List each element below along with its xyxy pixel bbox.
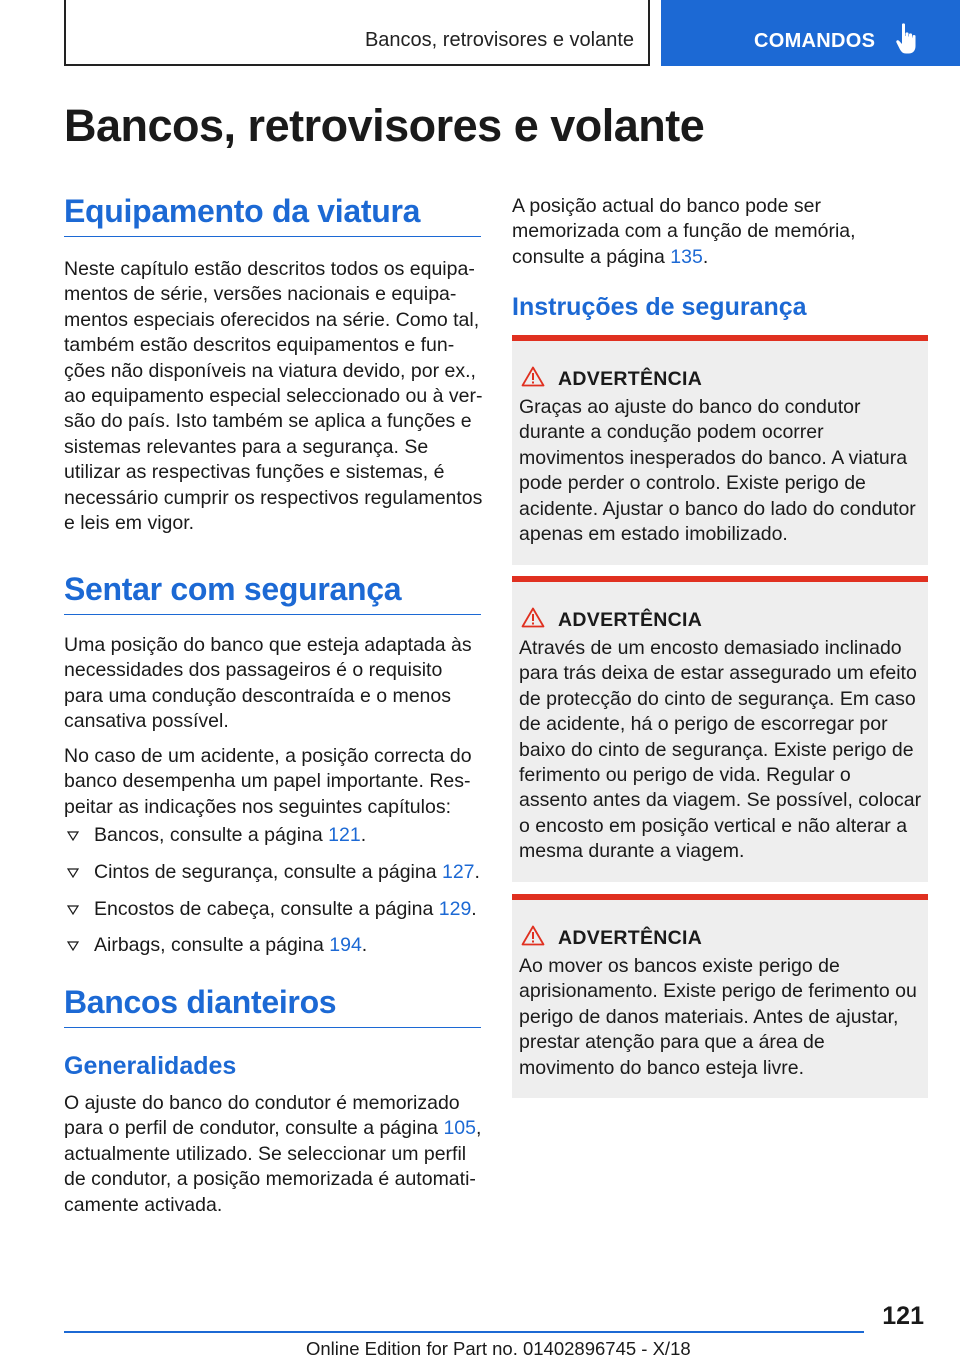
warning-triangle-icon [521,607,545,628]
list-item [64,860,484,885]
list-item-text: Encostos de cabeça, consulte a página [94,897,439,920]
paragraph-text: , actualmente utilizado. Se seleccionar um perfil de condutor, a posição memorizada é automaticamente activada. [64,1117,482,1216]
list-item [64,823,484,848]
warning-title: ADVERTÊNCIA [558,368,703,390]
page-title: Bancos, retrovisores e volante [64,100,705,151]
heading-instrucoes-seguranca: Instruções de segurança [512,293,807,321]
list-item [64,933,484,958]
list-item [64,897,484,922]
warning-text: Graças ao ajuste do banco do condutor durante a condução podem ocorrer movimentos inesperados do banco. A viatura pode perder o controlo. Existe perigo de acidente. Ajustar o banco do lado do condutor apenas em estado imobilizado. [519,396,916,546]
page-link[interactable]: 127 [441,860,475,883]
warning-text: Através de um encosto demasiado inclinado para trás deixa de estar assegurado um efeito de protecção do cinto de segurança. Em caso de acidente, há o perigo de escorregar por baixo do cinto de segurança. Existe perigo de ferimento ou perigo de vida. Regular o assento antes da viagem. Se possível, colocar o encosto em posição vertical e não alterar a mesma durante a viagem. [519,637,922,863]
paragraph-sentar-2: No caso de um acidente, a posição correcta do banco desempenha um papel importante. Respeitar as indicações nos seguintes capítulos: [64,745,472,818]
chapter-tab-label: COMANDOS [754,30,876,52]
header-section-title: Bancos, retrovisores e volante [364,29,634,51]
paragraph-generalidades [64,1091,484,1218]
warning-box [512,576,928,882]
warning-text: Ao mover os bancos existe perigo de aprisionamento. Existe perigo de ferimento ou perigo de danos materiais. Antes de ajustar, prestar atenção para que a área de movimento do banco esteja livre. [519,955,917,1079]
warning-box [512,894,928,1098]
page-link[interactable]: 121 [328,824,361,846]
list-item-text: Airbags, consulte a página [94,934,330,957]
chapter-tab-comandos[interactable] [661,0,960,66]
paragraph-text: . [702,245,709,268]
page-link[interactable]: 194 [329,934,362,957]
triangle-bullet-icon [67,831,79,841]
page-number: 121 [882,1302,924,1330]
warning-triangle-icon [521,366,545,387]
page-link[interactable]: 135 [670,245,703,268]
triangle-bullet-icon [67,905,79,915]
paragraph-text: O ajuste do banco do condutor é memorizado para o perfil de condutor, consulte a página [64,1092,460,1140]
paragraph-equipamento: Neste capítulo estão descritos todos os equipamentos de série, versões nacionais e equipamentos especiais oferecidos na série. Como tal, também estão descritos equipamentos e funções não disponíveis na viatura devido, por ex., ao equipamento especial seleccionado ou à versão do país. Isto também se aplica a funções e sistemas relevantes para a segurança. Se utilizar as respectivas funções e sistemas, é necessário cumprir os respectivos regulamentos e leis em vigor. [64,258,483,535]
pointing-hand-icon [894,22,920,56]
warning-header [512,341,928,395]
page-link[interactable]: 129 [438,897,472,920]
paragraph-sentar-1: Uma posição do banco que esteja adaptada às necessidades dos passageiros é o requisito para uma condução descontraída e o menos cansativa possível. [64,634,472,733]
warning-header [512,582,928,636]
footer-edition-text: Online Edition for Part no. 01402896745 - X/18 [306,1338,691,1359]
list-item-end: . [471,897,477,920]
heading-sentar: Sentar com segurança [64,571,481,615]
heading-equipamento: Equipamento da viatura [64,193,481,237]
list-item-end: . [361,934,368,957]
paragraph-text: A posição actual do banco pode ser memorizada com a função de memória, consulte a página [512,195,856,268]
header-section-box [64,0,650,66]
warning-title: ADVERTÊNCIA [558,609,703,631]
heading-bancos-dianteiros: Bancos dianteiros [64,984,481,1028]
footer-divider [64,1331,864,1333]
list-item-end: . [360,824,367,846]
list-item-text: Bancos, consulte a página [94,824,329,846]
triangle-bullet-icon [67,868,79,878]
warning-title: ADVERTÊNCIA [558,927,703,949]
warning-box [512,335,928,565]
chapter-reference-list [64,823,484,970]
warning-header [512,900,928,954]
heading-generalidades: Generalidades [64,1052,237,1080]
triangle-bullet-icon [67,941,79,951]
page-link[interactable]: 105 [443,1117,476,1140]
list-item-end: . [474,860,480,883]
list-item-text: Cintos de segurança, consulte a página [94,860,442,883]
warning-triangle-icon [521,925,545,946]
paragraph-memoria [512,194,932,270]
